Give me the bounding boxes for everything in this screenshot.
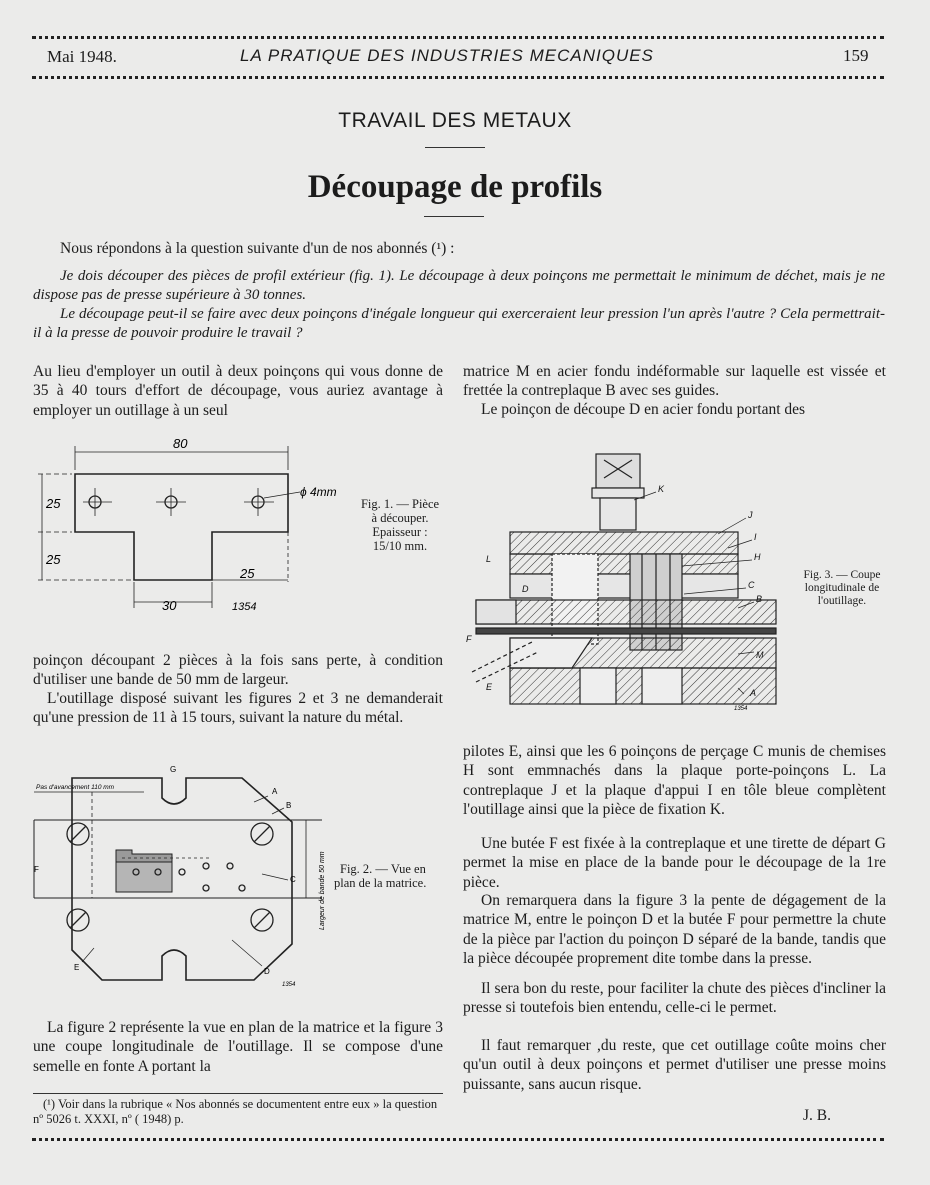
figure-1-caption: Fig. 1. — Pièce à découper. Epaisseur : 15/10 mm. bbox=[360, 497, 440, 553]
signature: J. B. bbox=[803, 1107, 831, 1124]
fig1-dim-25-top: 25 bbox=[46, 496, 61, 511]
question-paragraph-1: Je dois découper des pièces de profil extérieur (fig. 1). Le découpage à deux poinçons me permettait le minimum de déchet, mais je ne dispose pas de presse supérieure à 30 tonnes. bbox=[33, 268, 885, 303]
fig3-ref: 1354 bbox=[734, 706, 748, 712]
left-paragraph-4: La figure 2 représente la vue en plan de la matrice et la figure 3 une coupe longitudinale de l'outillage. Il se compose d'une semelle en fonte A portant la bbox=[33, 1019, 443, 1075]
figure-2 bbox=[32, 762, 332, 994]
footer-rule bbox=[32, 1138, 884, 1141]
fig2-label-c: C bbox=[290, 875, 296, 884]
fig1-dim-25-bottom: 25 bbox=[46, 552, 61, 567]
figure-1 bbox=[32, 432, 352, 622]
fig3-label-m: M bbox=[756, 650, 764, 660]
fig3-label-b: B bbox=[756, 594, 763, 604]
fig2-ref: 1354 bbox=[282, 982, 296, 988]
footnote-rule bbox=[33, 1093, 443, 1094]
fig3-label-c: C bbox=[748, 580, 755, 590]
left-paragraph-2: poinçon découpant 2 pièces à la fois sans perte, à condition d'utiliser une bande de 50 mm de largeur. bbox=[33, 652, 443, 689]
intro-text: Nous répondons à la question suivante d'un de nos abonnés (¹) : bbox=[60, 240, 455, 257]
fig2-label-b: B bbox=[286, 801, 292, 810]
header-date: Mai 1948. bbox=[47, 47, 117, 66]
section-rule bbox=[425, 147, 485, 148]
fig3-label-d: D bbox=[522, 584, 529, 594]
fig1-dim-30: 30 bbox=[162, 598, 177, 613]
question-paragraph-2: Le découpage peut-il se faire avec deux poinçons d'inégale longueur qui exerceraient leur pression l'un après l'autre ? Cela permettrait-il à la presse de pouvoir produire le travail ? bbox=[33, 306, 885, 341]
fig1-dim-25-right: 25 bbox=[240, 566, 255, 581]
fig3-label-f: F bbox=[466, 634, 472, 644]
fig3-label-j: J bbox=[748, 510, 753, 520]
left-paragraph-1: Au lieu d'employer un outil à deux poinçons qui vous donne de 35 à 40 tours d'effort de découpage, vous auriez avantage à employer un outillage à un seul bbox=[33, 363, 443, 419]
right-paragraph-5: On remarquera dans la figure 3 la pente de dégagement de la matrice M, entre le poinçon D et la butée F pour permettre la chute de la pièce par l'action du poinçon D séparé de la bande, tandis que la pièce découpée proprement dite tombe dans la presse. bbox=[463, 892, 886, 967]
fig3-label-i: I bbox=[754, 532, 757, 542]
fig2-label-d: D bbox=[264, 967, 270, 976]
fig1-hole-diameter: ϕ 4mm bbox=[300, 485, 337, 499]
section-heading: TRAVAIL DES METAUX bbox=[338, 109, 572, 132]
right-paragraph-6: Il sera bon du reste, pour faciliter la chute des pièces d'incliner la presse si toutefois bien entendu, celle-ci le permet. bbox=[463, 980, 886, 1017]
left-paragraph-3: L'outillage disposé suivant les figures 2 et 3 ne demanderait qu'une pression de 11 à 15 tours, suivant la nature du métal. bbox=[33, 690, 443, 727]
fig1-dim-80: 80 bbox=[173, 436, 188, 451]
right-paragraph-1: matrice M en acier fondu indéformable sur laquelle est vissée et frettée la contreplaque B avec ses guides. bbox=[463, 363, 886, 400]
fig2-label-f: F bbox=[34, 865, 39, 874]
fig2-label-a: A bbox=[272, 787, 278, 796]
fig3-label-e: E bbox=[486, 682, 493, 692]
fig3-label-l: L bbox=[486, 554, 492, 564]
header-bottom-rule bbox=[32, 76, 884, 79]
right-paragraph-3: pilotes E, ainsi que les 6 poinçons de perçage C munis de chemises H sont emmnachés dans la plaque porte-poinçons L. La contreplaque J et la plaque d'appui I en tôle bleue complètent l'outillage ainsi que la pièce de fixation K. bbox=[463, 743, 886, 818]
header-top-rule bbox=[32, 36, 884, 39]
fig1-ref: 1354 bbox=[232, 601, 257, 613]
fig3-label-k: K bbox=[658, 484, 665, 494]
figure-2-caption: Fig. 2. — Vue en plan de la matrice. bbox=[334, 862, 427, 890]
fig2-label-e: E bbox=[74, 963, 80, 972]
fig2-largeur: Largeur de bande 50 mm bbox=[319, 851, 326, 930]
figure-3 bbox=[462, 448, 780, 712]
fig2-pas: Pas d'avancement 110 mm bbox=[36, 784, 115, 791]
article-title: Découpage de profils bbox=[307, 169, 603, 205]
page-number: 159 bbox=[843, 46, 869, 65]
footnote: (¹) Voir dans la rubrique « Nos abonnés se documentent entre eux » la question nº 5026 t. XXXI, nº ( 1948) p. bbox=[33, 1097, 438, 1126]
figure-3-caption: Fig. 3. — Coupe longitudinale de l'outillage. bbox=[803, 569, 881, 607]
right-paragraph-2: Le poinçon de découpe D en acier fondu portant des bbox=[481, 401, 806, 418]
right-paragraph-4: Une butée F est fixée à la contreplaque et une tirette de départ G permet la mise en place de la bande pour le découpage de la 1re pièce. bbox=[463, 835, 886, 891]
right-paragraph-7: Il faut remarquer ,du reste, que cet outillage coûte moins cher qu'un outil à deux poinçons et permet d'utiliser une presse moins puissante, sans aucun risque. bbox=[463, 1037, 886, 1093]
fig3-label-h: H bbox=[754, 552, 761, 562]
fig2-label-g: G bbox=[170, 765, 177, 774]
journal-title: LA PRATIQUE DES INDUSTRIES MECANIQUES bbox=[240, 46, 654, 65]
fig3-label-a: A bbox=[750, 688, 757, 698]
title-rule bbox=[424, 216, 484, 217]
